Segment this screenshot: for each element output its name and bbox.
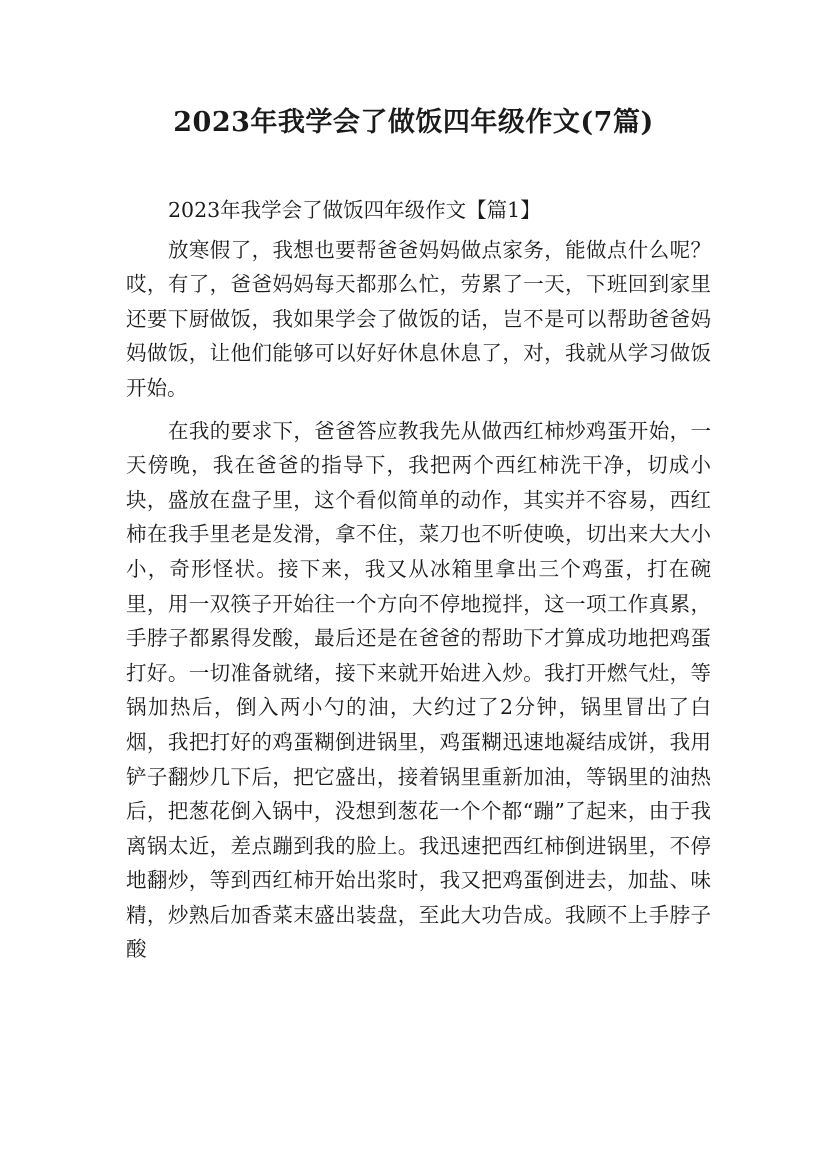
section-heading: 2023年我学会了做饭四年级作文【篇1】 bbox=[168, 198, 541, 222]
body-paragraph: 在我的要求下，爸爸答应教我先从做西红柿炒鸡蛋开始，一天傍晚，我在爸爸的指导下，我把两个西红柿洗干净，切成小块，盛放在盘子里，这个看似简单的动作，其实并不容易，西红柿在我手里老是发滑，拿不住，菜刀也不听使唤，切出来大大小小，奇形怪状。接下来，我又从冰箱里拿出三个鸡蛋，打在碗里，用一双筷子开始往一个方向不停地搅拌，这一项工作真累，手脖子都累得发酸，最后还是在爸爸的帮助下才算成功地把鸡蛋打好。一切准备就绪，接下来就开始进入炒。我打开燃气灶，等锅加热后，倒入两小勺的油，大约过了2分钟，锅里冒出了白烟，我把打好的鸡蛋糊倒进锅里，鸡蛋糊迅速地凝结成饼，我用铲子翻炒几下后，把它盛出，接着锅里重新加油，等锅里的油热后，把葱花倒入锅中，没想到葱花一个个都“蹦”了起来，由于我离锅太近，差点蹦到我的脸上。我迅速把西红柿倒进锅里，不停地翻炒，等到西红柿开始出浆时，我又把鸡蛋倒进去，加盐、味精，炒熟后加香菜末盛出装盘，至此大功告成。我顾不上手脖子酸 bbox=[126, 418, 711, 962]
body-paragraph: 放寒假了，我想也要帮爸爸妈妈做点家务，能做点什么呢？哎，有了，爸爸妈妈每天都那么忙，劳累了一天，下班回到家里还要下厨做饭，我如果学会了做饭的话，岂不是可以帮助爸爸妈妈做饭，让他们能够可以好好休息休息了，对，我就从学习做饭开始。 bbox=[126, 237, 711, 400]
document-title: 2023年我学会了做饭四年级作文(7篇) bbox=[173, 107, 654, 138]
document-body bbox=[126, 193, 711, 975]
